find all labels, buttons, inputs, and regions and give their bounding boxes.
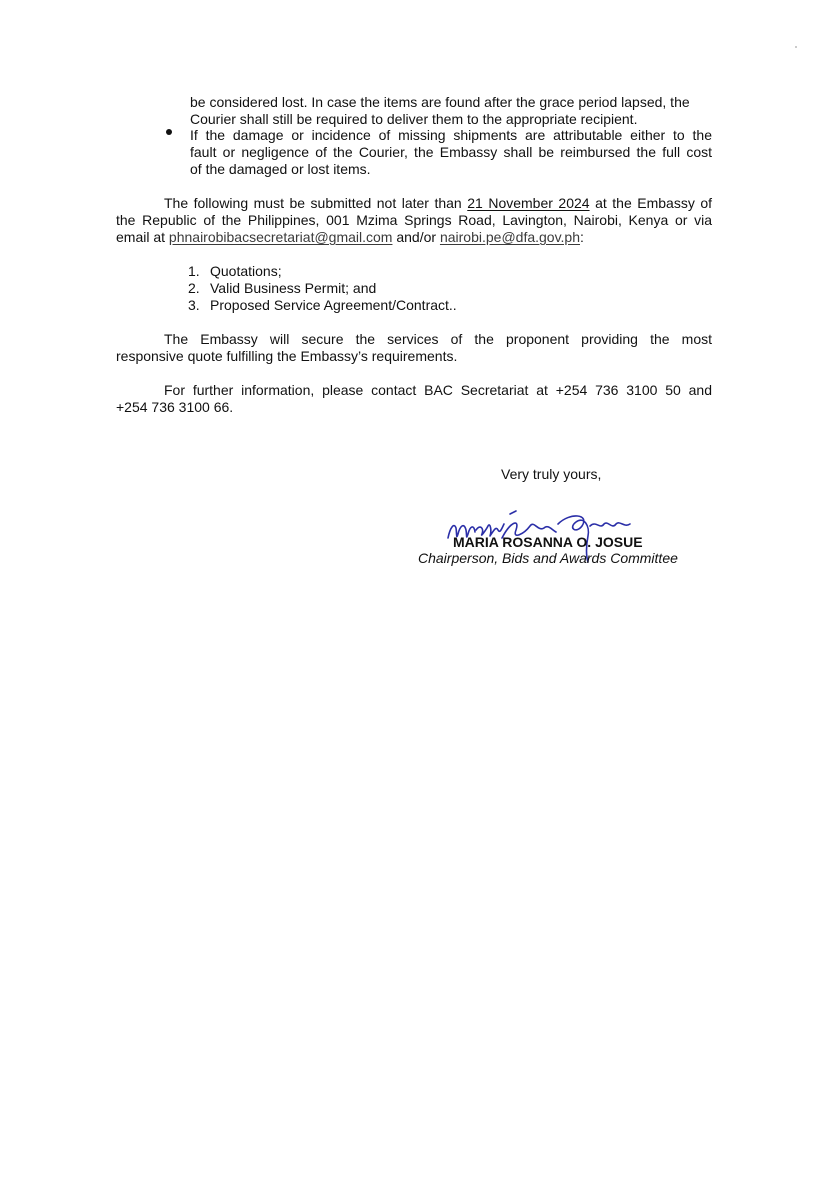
requirement-number: 2. — [188, 280, 200, 296]
signature-stroke-tail — [590, 523, 630, 526]
submission-text-post: at the Embassy of — [595, 195, 713, 211]
requirement-number: 3. — [188, 297, 200, 313]
submission-line-2: the Republic of the Philippines, 001 Mzima Springs Road, Lavington, Nairobi, Kenya or via — [116, 212, 712, 228]
requirement-number: 1. — [188, 263, 200, 279]
requirement-text: Valid Business Permit; and — [210, 280, 377, 296]
email-link-dfa[interactable]: nairobi.pe@dfa.gov.ph — [439, 229, 581, 245]
signatory-name: MARIA ROSANNA O. JOSUE — [453, 534, 643, 550]
submission-line-3 — [116, 229, 584, 246]
bullet-line-3: of the damaged or lost items. — [190, 161, 371, 177]
requirement-item — [188, 263, 282, 280]
continuation-line-2: Courier shall still be required to deliver them to the appropriate recipient. — [190, 111, 638, 127]
requirement-text: Quotations; — [210, 263, 282, 279]
email-connector: and/or — [396, 229, 437, 245]
requirement-item — [188, 297, 457, 314]
email-suffix: : — [580, 229, 584, 245]
bullet-line-1: If the damage or incidence of missing shipments are attributable either to the — [190, 127, 712, 143]
award-line-1: The Embassy will secure the services of the proponent providing the most — [164, 331, 712, 347]
bullet-dot-icon — [166, 129, 172, 135]
closing-salutation: Very truly yours, — [501, 466, 602, 482]
award-line-2: responsive quote fulfilling the Embassy’s requirements. — [116, 348, 458, 364]
signature-stroke-accent — [510, 511, 516, 514]
contact-line-2: +254 736 3100 66. — [116, 399, 234, 415]
contact-line-1: For further information, please contact BAC Secretariat at +254 736 3100 50 and — [164, 382, 712, 398]
scan-speck — [795, 46, 797, 48]
requirement-item — [188, 280, 376, 297]
email-link-bac[interactable]: phnairobibacsecretariat@gmail.com — [168, 229, 393, 245]
requirement-text: Proposed Service Agreement/Contract.. — [210, 297, 457, 313]
signatory-title: Chairperson, Bids and Awards Committee — [418, 550, 678, 566]
continuation-line-1: be considered lost. In case the items are found after the grace period lapsed, the — [190, 94, 690, 110]
bullet-line-2: fault or negligence of the Courier, the Embassy shall be reimbursed the full cost — [190, 144, 712, 160]
submission-text-pre: The following must be submitted not later than — [164, 195, 462, 211]
email-prefix: email at — [116, 229, 166, 245]
submission-line-1 — [164, 195, 712, 212]
submission-deadline: 21 November 2024 — [467, 195, 590, 211]
